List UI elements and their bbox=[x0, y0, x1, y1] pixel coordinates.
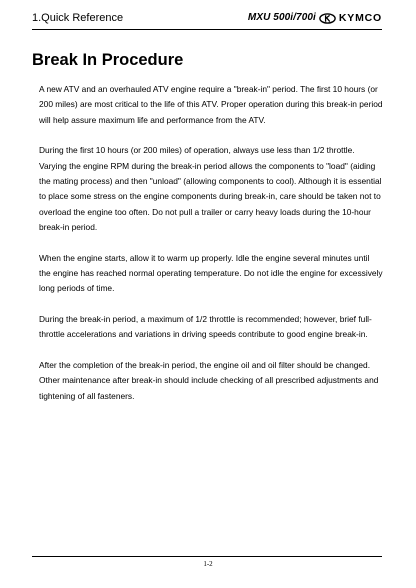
paragraph-intro: A new ATV and an overhauled ATV engine require a "break-in" period. The first 10 hours (or 200 miles) are most critical to the life of this ATV. Proper operation during this break-in period will help assure maximum life and performance from the ATV. bbox=[39, 84, 383, 125]
brand-name: KYMCO bbox=[338, 12, 382, 24]
page-number: 1-2 bbox=[203, 560, 213, 568]
paragraph-full-throttle: During the break-in period, a maximum of 1/2 throttle is recommended; however, brief full-throttle accelerations and variations in driving speeds contribute to good engine break-in. bbox=[39, 313, 372, 340]
kymco-logo-icon bbox=[319, 13, 336, 24]
paragraph-throttle-limits: During the first 10 hours (or 200 miles) of operation, always use less than 1/2 throttle. Varying the engine RPM during the break-in period allows the components to "load" (aiding the mating process) and then "unload" (allowing components to cool). Although it is essential to place some stress on the engine components during break-in, care should be taken not to overload the engine too often. Do not pull a trailer or carry heavy loads during the 10-hour break-in period. bbox=[39, 145, 382, 233]
model-name: MXU 500i/700i bbox=[247, 12, 316, 23]
brand-block bbox=[248, 11, 382, 25]
footer-divider bbox=[32, 556, 382, 557]
paragraph-warm-up: When the engine starts, allow it to warm up properly. Idle the engine several minutes until the engine has reached normal operating temperature. Do not idle the engine for excessively long periods of time. bbox=[39, 252, 383, 294]
header-divider bbox=[32, 29, 382, 30]
paragraph-post-break-in: After the completion of the break-in period, the engine oil and oil filter should be changed. Other maintenance after break-in should include checking of all prescribed adjustments and tightening of all fasteners. bbox=[39, 359, 379, 401]
body-text bbox=[39, 82, 383, 419]
section-label: 1.Quick Reference bbox=[32, 12, 124, 24]
page-title: Break In Procedure bbox=[32, 51, 184, 69]
page-header bbox=[32, 9, 382, 29]
